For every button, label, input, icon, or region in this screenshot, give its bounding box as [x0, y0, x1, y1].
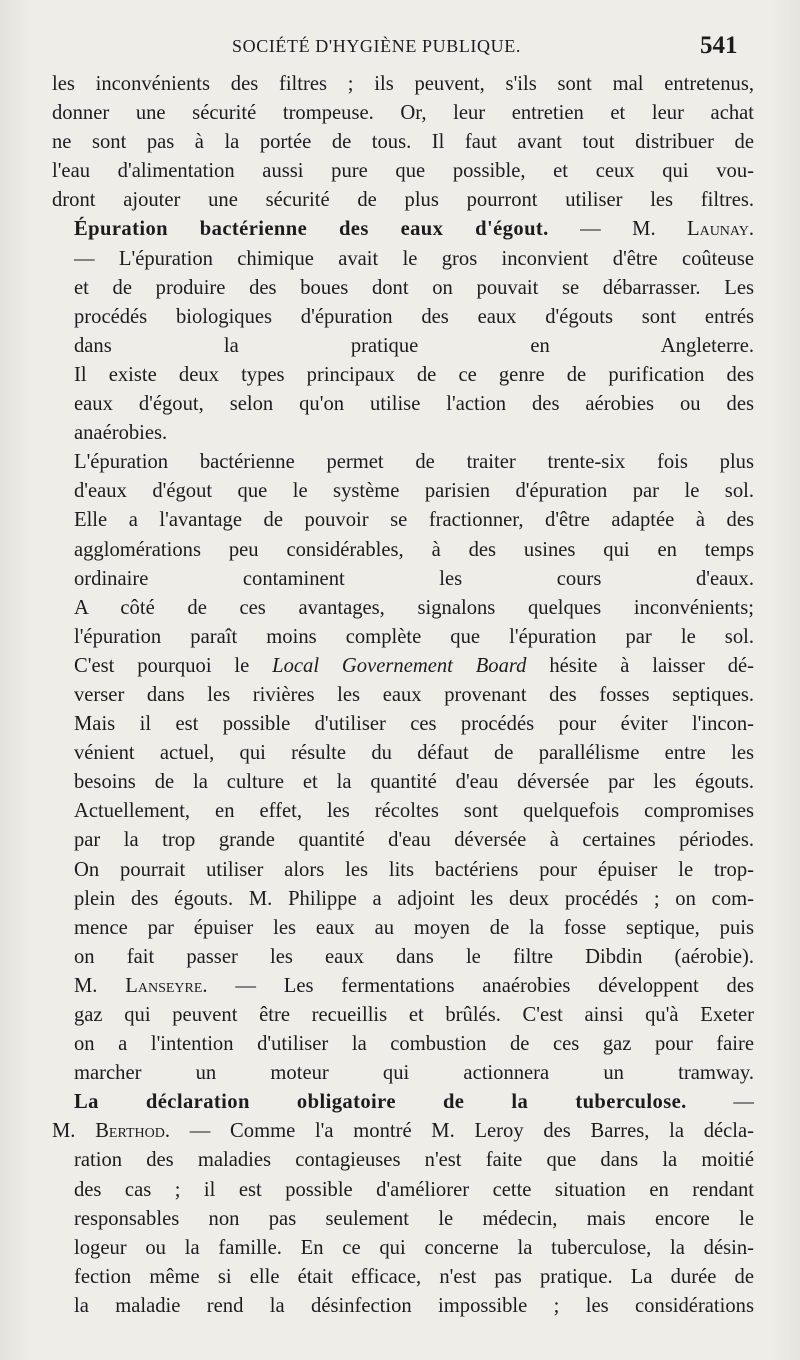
paragraph-local-board [52, 652, 754, 710]
text-fragment: hésite à laisser dé- [526, 654, 754, 677]
text-line [52, 972, 754, 1001]
text-line: Il existe deux types principaux de ce genre de purification des [74, 363, 754, 386]
paragraph-inconvenients [52, 594, 754, 652]
text-line: vénient actuel, qui résulte du défaut de parallélisme entre les [74, 742, 754, 765]
text-line: on a l'intention d'utiliser la combustion de ces gaz pour faire [74, 1033, 754, 1056]
section-heading-line [52, 215, 754, 244]
text-line: donner une sécurité trompeuse. Or, leur entretien et leur achat [52, 102, 754, 125]
text-line: gaz qui peuvent être recueillis et brûlés. C'est ainsi qu'à Exeter [74, 1004, 754, 1026]
text-line: anaérobies. [74, 422, 168, 445]
text-line: ordinaire contaminent les cours d'eaux. [74, 567, 754, 590]
body-text [52, 70, 754, 1321]
text-line: marcher un moteur qui actionnera un tramway. [74, 1062, 754, 1085]
text-line: des cas ; il est possible d'améliorer cette situation en rendant [74, 1178, 754, 1201]
speaker-name: Launay. [687, 218, 754, 241]
text-line: et de produire des boues dont on pouvait se débarrasser. Les [74, 276, 754, 299]
text-line [52, 1117, 754, 1146]
page-number: 541 [700, 32, 738, 59]
text-line: verser dans les rivières les eaux provenant des fosses septiques. [74, 683, 754, 706]
paragraph-epuration-bacterienne [52, 215, 754, 360]
italic-title: Local Governement Board [272, 654, 527, 677]
running-head [0, 32, 800, 62]
text-line: A côté de ces avantages, signalons quelques inconvénients; [74, 596, 754, 619]
text-line: ne sont pas à la portée de tous. Il faut avant tout distribuer de [52, 131, 754, 154]
text-line: plein des égouts. M. Philippe a adjoint les deux procédés ; on com- [74, 887, 754, 910]
text-line: les inconvénients des filtres ; ils peuvent, s'ils sont mal entretenus, [52, 73, 754, 95]
paragraph-deux-types [52, 361, 754, 448]
paragraph-tuberculose [52, 1088, 754, 1321]
text-line: ration des maladies contagieuses n'est faite que dans la moitié [74, 1149, 754, 1172]
text-line: On pourrait utiliser alors les lits bactériens pour épuiser le trop- [74, 858, 754, 881]
text-line: Elle a l'avantage de pouvoir se fractionner, d'être adaptée à des [74, 509, 754, 532]
paragraph-filtres [52, 70, 754, 215]
text-line: on fait passer les eaux dans le filtre Dibdin (aérobie). [74, 945, 754, 968]
text-line: agglomérations peu considérables, à des usines qui en temps [74, 538, 754, 561]
speaker-name: Berthod. [95, 1120, 171, 1143]
text-line: l'eau d'alimentation aussi pure que possible, et ceux qui vou- [52, 160, 754, 183]
section-heading-line [52, 1088, 754, 1117]
text-fragment: — Les fermentations anaérobies développent des [207, 974, 755, 997]
text-line: eaux d'égout, selon qu'on utilise l'action des aérobies ou des [74, 393, 754, 416]
section-heading-epuration: Épuration bactérienne des eaux d'égout. [74, 218, 549, 241]
paragraph-trente-six [52, 448, 754, 506]
text-line: responsables non pas seulement le médecin, mais encore le [74, 1207, 754, 1230]
text-line: besoins de la culture et la quantité d'eau déversée par les égouts. [74, 771, 754, 794]
dash-suffix: — [686, 1091, 754, 1114]
text-line: procédés biologiques d'épuration des eaux d'égouts sont entrés [74, 305, 754, 328]
text-line: d'eaux d'égout que le système parisien d'épuration par le sol. [74, 480, 754, 503]
text-line: Mais il est possible d'utiliser ces procédés pour éviter l'incon- [74, 713, 754, 736]
text-line: l'épuration paraît moins complète que l'épuration par le sol. [74, 625, 754, 648]
paragraph-lanseyre [52, 972, 754, 1088]
text-line: dront ajouter une sécurité de plus pourront utiliser les filtres. [52, 189, 754, 212]
text-line: logeur ou la famille. En ce qui concerne la tuberculose, la désin- [74, 1236, 754, 1259]
paragraph-avantage [52, 506, 754, 593]
text-line: Actuellement, en effet, les récoltes sont quelquefois compromises [74, 800, 754, 823]
text-line: mence par épuiser les eaux au moyen de la fosse septique, puis [74, 916, 754, 939]
text-fragment: C'est pourquoi le [74, 654, 273, 677]
speaker-prefix: M. [52, 1120, 96, 1143]
speaker-name: Lanseyre. [125, 974, 208, 997]
text-line: fection même si elle était efficace, n'est pas pratique. La durée de [74, 1265, 754, 1288]
text-line: dans la pratique en Angleterre. [74, 334, 754, 357]
paragraph-mais-possible [52, 710, 754, 972]
section-heading-tuberculose: La déclaration obligatoire de la tuberculose. [74, 1091, 687, 1114]
text-line [52, 652, 754, 681]
text-line: la maladie rend la désinfection impossible ; les considérations [74, 1294, 754, 1317]
text-fragment: — Comme l'a montré M. Leroy des Barres, la décla- [170, 1120, 755, 1143]
text-line: — L'épuration chimique avait le gros inconvient d'être coûteuse [74, 247, 754, 270]
speaker-prefix: M. [74, 974, 126, 997]
running-title: SOCIÉTÉ D'HYGIÈNE PUBLIQUE. [232, 36, 521, 56]
dash-prefix: — M. [548, 218, 687, 241]
text-line: par la trop grande quantité d'eau déversée à certaines périodes. [74, 829, 754, 852]
text-line: L'épuration bactérienne permet de traiter trente-six fois plus [74, 451, 754, 474]
